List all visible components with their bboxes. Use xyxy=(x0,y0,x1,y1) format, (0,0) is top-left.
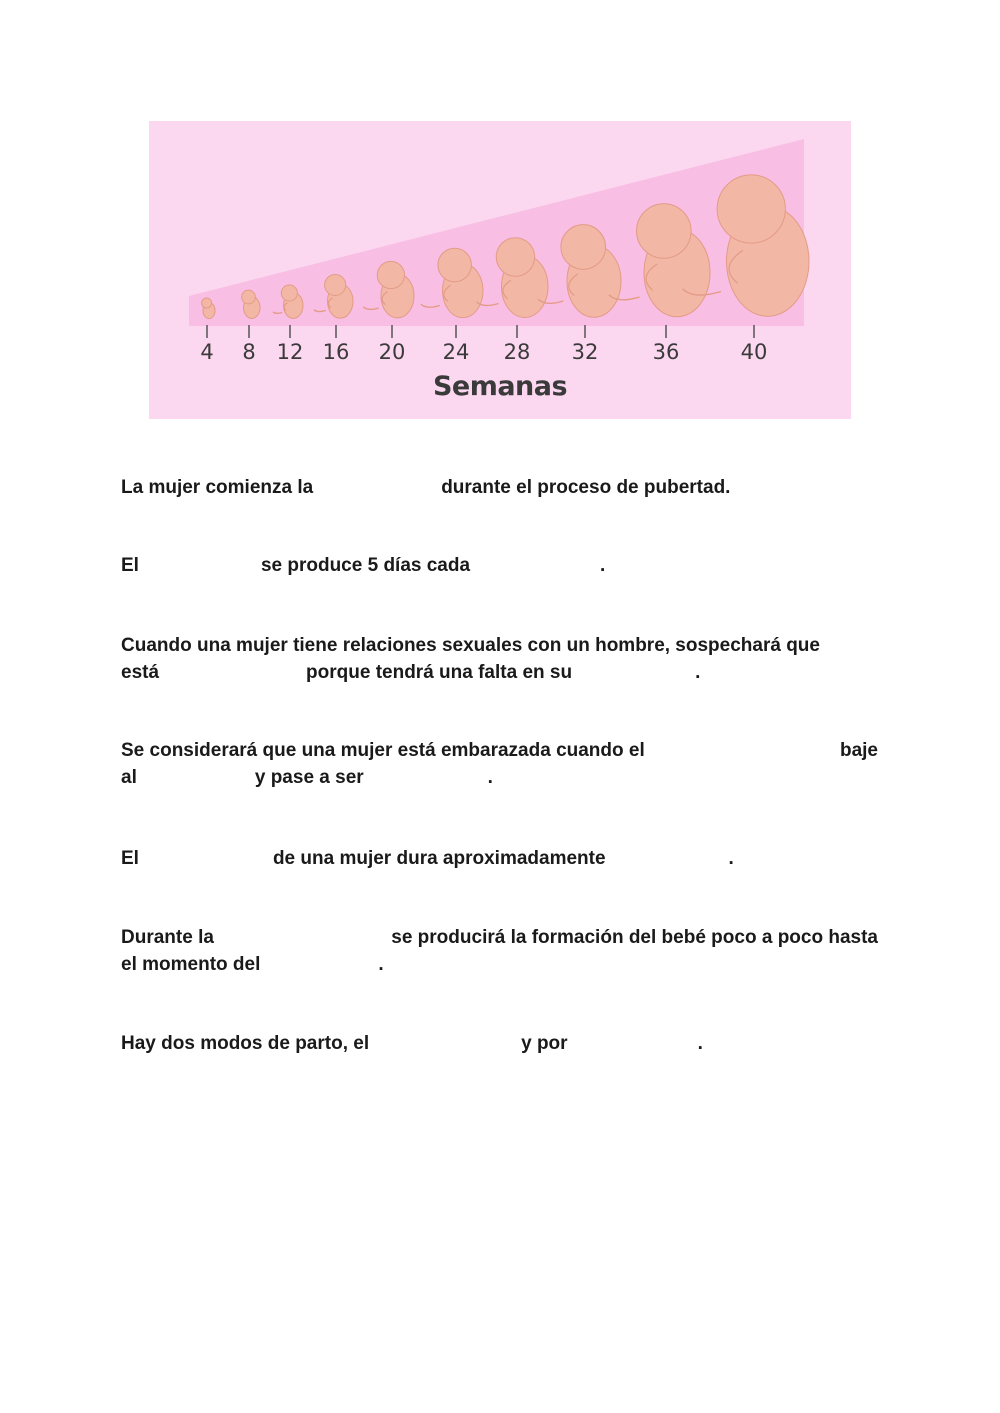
week-label-16: 16 xyxy=(322,340,350,364)
blank-7[interactable] xyxy=(364,764,488,791)
sentence-4-text-e: . xyxy=(487,767,493,788)
week-label-8: 8 xyxy=(242,340,256,364)
sentence-5-text-b: de una mujer dura aproximadamente xyxy=(272,848,606,869)
week-label-32: 32 xyxy=(571,340,599,364)
sentence-4-text-b: baje xyxy=(839,740,878,761)
sentence-4-text-a: Se considerará que una mujer está embarazada cuando el xyxy=(121,740,645,761)
weeks-caption: Semanas xyxy=(432,371,568,402)
week-label-4: 4 xyxy=(200,340,214,364)
sentence-4-text-c: al xyxy=(121,767,137,788)
fetus-head xyxy=(377,261,404,288)
blank-2[interactable] xyxy=(139,552,261,579)
fetus-head xyxy=(325,274,346,295)
growth-wedge xyxy=(189,139,804,326)
sentence-1-text-b: durante el proceso de pubertad. xyxy=(441,477,731,498)
sentence-3-text-b: porque tendrá una falta en su xyxy=(306,662,573,683)
sentence-7 xyxy=(121,1030,878,1057)
sentence-4-text-d: y pase a ser xyxy=(254,767,364,788)
sentence-3 xyxy=(121,632,878,686)
blank-11[interactable] xyxy=(260,951,378,978)
sentence-5 xyxy=(121,845,878,872)
sentence-1-text-a: La mujer comienza la xyxy=(121,477,314,498)
sentence-7-text-a: Hay dos modos de parto, el xyxy=(121,1033,370,1054)
blank-4[interactable] xyxy=(159,659,306,686)
sentence-4 xyxy=(121,737,878,791)
sentence-7-text-c: . xyxy=(697,1033,703,1054)
blank-1[interactable] xyxy=(313,474,441,501)
fetus-head xyxy=(561,225,606,270)
sentence-2-text-c: . xyxy=(600,555,606,576)
sentence-7-text-b: y por xyxy=(521,1033,568,1054)
blank-6[interactable] xyxy=(137,764,255,791)
sentence-3-line-1: Cuando una mujer tiene relaciones sexuales con un hombre, sospechará que xyxy=(121,635,820,656)
sentence-2-text-b: se produce 5 días cada xyxy=(260,555,471,576)
week-label-12: 12 xyxy=(276,340,304,364)
week-label-24: 24 xyxy=(442,340,470,364)
fetus-head xyxy=(717,175,785,243)
blank-13[interactable] xyxy=(568,1030,698,1057)
blank-9[interactable] xyxy=(606,845,729,872)
sentence-6-text-c: el momento del xyxy=(121,954,261,975)
sentence-2-text-a: El xyxy=(121,555,139,576)
fetus-head xyxy=(242,290,256,304)
fetus-head xyxy=(281,285,297,301)
fetus-head xyxy=(637,204,692,259)
sentence-6-text-b: se producirá la formación del bebé poco a poco hasta xyxy=(391,927,878,948)
fetus-head xyxy=(202,298,212,308)
blank-8[interactable] xyxy=(139,845,273,872)
sentence-5-text-c: . xyxy=(728,848,734,869)
fetal-development-illustration xyxy=(149,121,851,419)
sentence-3-text-a: está xyxy=(121,662,160,683)
week-label-20: 20 xyxy=(378,340,406,364)
blank-5[interactable] xyxy=(572,659,695,686)
blank-3[interactable] xyxy=(470,552,600,579)
sentence-2 xyxy=(121,552,878,579)
sentence-6-text-d: . xyxy=(378,954,384,975)
week-label-40: 40 xyxy=(740,340,768,364)
blank-10[interactable] xyxy=(243,924,363,951)
sentence-6 xyxy=(121,924,878,978)
sentence-1 xyxy=(121,474,878,501)
sentence-6-text-a: Durante la xyxy=(121,927,214,948)
blank-12[interactable] xyxy=(369,1030,521,1057)
sentence-3-text-c: . xyxy=(695,662,701,683)
week-label-28: 28 xyxy=(503,340,531,364)
week-label-36: 36 xyxy=(652,340,680,364)
fetus-head xyxy=(496,238,534,276)
fetus-head xyxy=(438,248,471,281)
sentence-5-text-a: El xyxy=(121,848,139,869)
